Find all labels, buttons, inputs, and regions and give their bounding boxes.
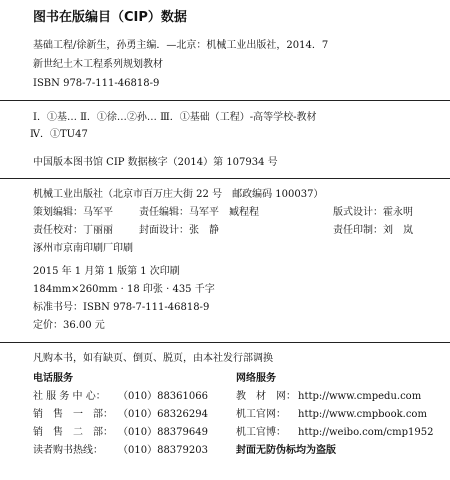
phone-value-service-center: （010）88361066 [118, 391, 208, 402]
proofreader: 责任校对：丁丽丽 [33, 225, 113, 236]
publisher-line: 机械工业出版社（北京市百万庄大街 22 号 邮政编码 100037） [33, 189, 324, 200]
divider [0, 342, 450, 343]
cip-title: 图书在版编目（CIP）数据 [33, 10, 187, 25]
cip-record: 中国版本图书馆 CIP 数据核字（2014）第 107934 号 [33, 157, 278, 168]
phone-value-sales-1: （010）68326294 [118, 409, 208, 420]
phone-service-header: 电话服务 [33, 373, 73, 384]
phone-value-sales-2: （010）88379649 [118, 427, 208, 438]
net-label-official-weibo: 机工官博： [236, 427, 286, 438]
price: 定价：36.00 元 [33, 320, 105, 331]
anti-counterfeit-notice: 封面无防伪标均为盗版 [236, 445, 336, 456]
planning-editor: 策划编辑：马军平 [33, 207, 113, 218]
classification-left: Ⅰ．①基… Ⅱ．①徐…②孙… Ⅲ．①基础（工程）-高等学校-教材 [33, 112, 317, 123]
net-label-official-site: 机工官网： [236, 409, 286, 420]
classification-row [33, 111, 433, 124]
cip-line-title: 基础工程/徐新生，孙勇主编．—北京：机械工业出版社，2014．7 [33, 40, 329, 51]
responsible-editor: 责任编辑：马军平 臧程程 [139, 207, 259, 218]
cover-designer: 封面设计：张 静 [139, 225, 219, 236]
net-service-header: 网络服务 [236, 373, 276, 384]
phone-label-sales-1: 销 售 一 部： [33, 409, 113, 420]
phone-value-reader-hotline: （010）88379203 [118, 445, 208, 456]
phone-label-service-center: 社 服 务 中 心： [33, 391, 106, 402]
printer: 涿州市京南印刷厂印刷 [33, 243, 133, 254]
cip-line-series: 新世纪土木工程系列规划教材 [33, 59, 163, 70]
format: 184mm×260mm · 18 印张 · 435 千字 [33, 284, 215, 295]
layout-designer: 版式设计：霍永明 [333, 207, 413, 218]
notice: 凡购本书，如有缺页、倒页、脱页，由本社发行部调换 [33, 353, 273, 364]
phone-label-reader-hotline: 读者购书热线： [33, 445, 103, 456]
net-value-official-site: http://www.cmpbook.com [298, 409, 427, 420]
net-label-textbook: 教 材 网： [236, 391, 296, 402]
classification-right: Ⅳ．①TU47 [30, 129, 88, 140]
net-value-textbook: http://www.cmpedu.com [298, 391, 422, 402]
print-manager: 责任印制：刘 岚 [333, 225, 413, 236]
standard-book-number: 标准书号：ISBN 978-7-111-46818-9 [33, 302, 210, 313]
cip-line-isbn: ISBN 978-7-111-46818-9 [33, 78, 160, 89]
edition: 2015 年 1 月第 1 版第 1 次印刷 [33, 266, 180, 277]
divider [0, 178, 450, 179]
net-value-official-weibo: http://weibo.com/cmp1952 [298, 427, 434, 438]
divider [0, 100, 450, 101]
phone-label-sales-2: 销 售 二 部： [33, 427, 113, 438]
